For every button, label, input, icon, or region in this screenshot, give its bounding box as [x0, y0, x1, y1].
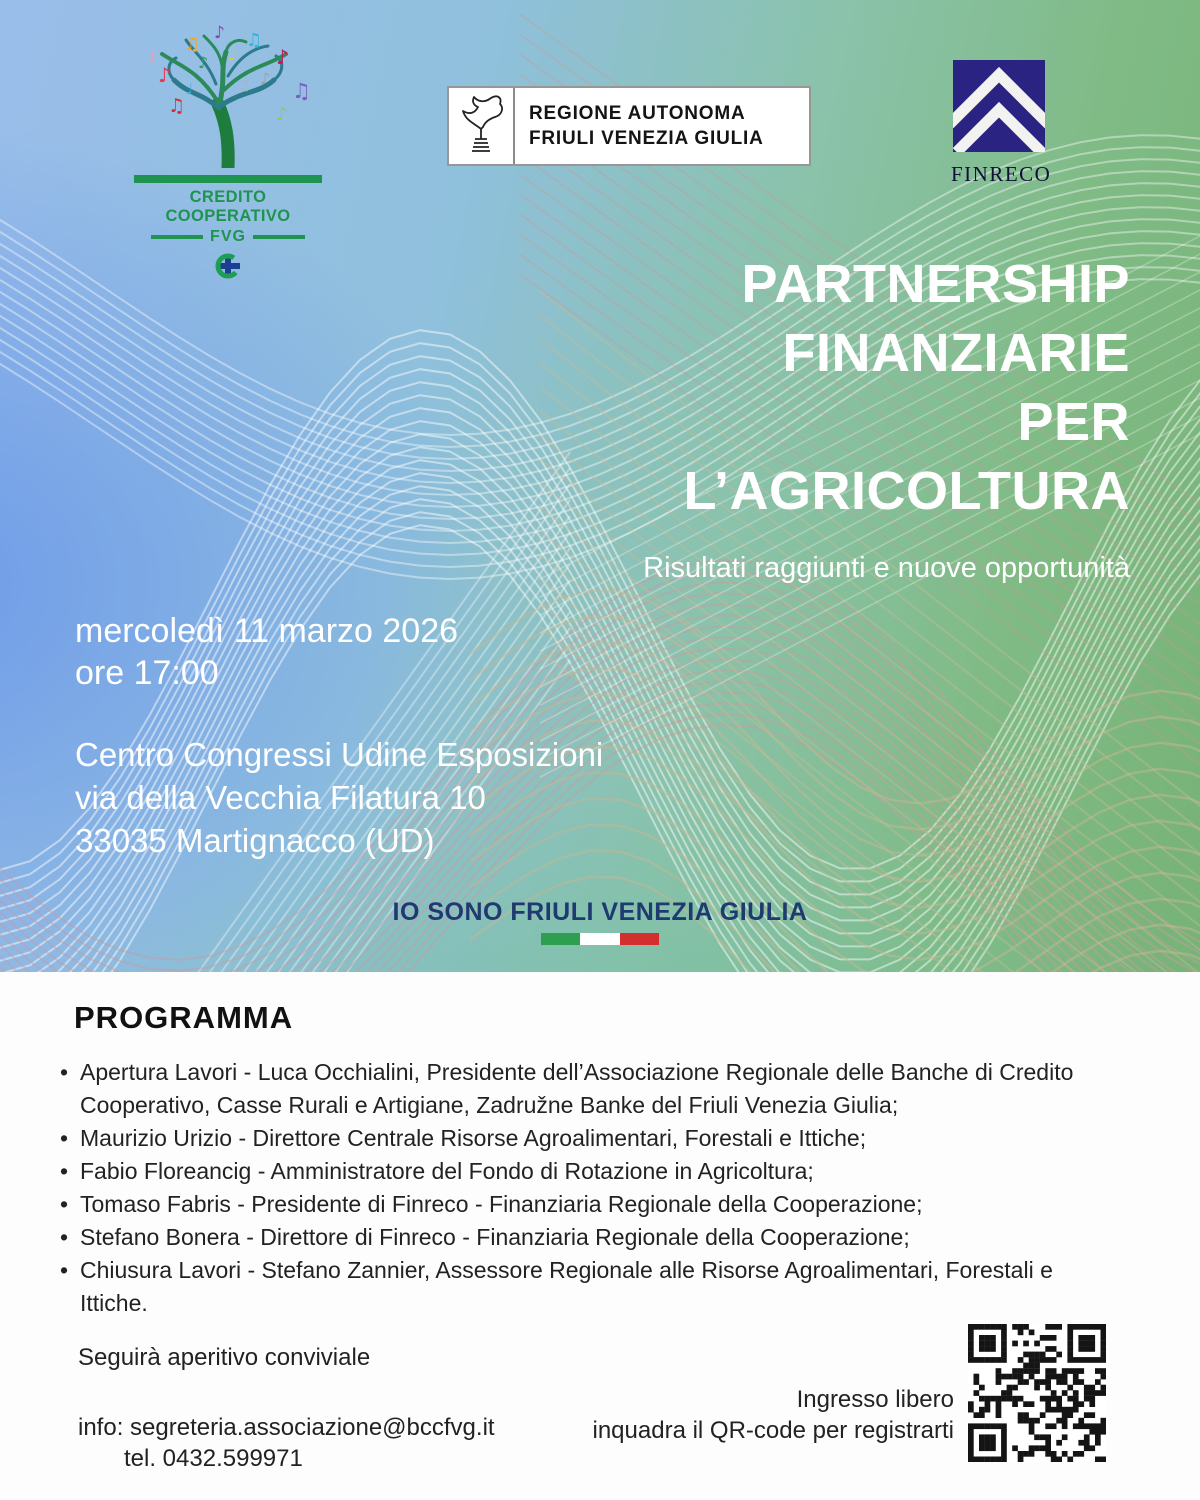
programma-item: • Tomaso Fabris - Presidente di Finreco - Finanziaria Regionale della Cooperazione; — [58, 1188, 1078, 1221]
event-time: ore 17:00 — [75, 654, 219, 692]
event-title — [684, 250, 1130, 526]
title-line-1: PARTNERSHIP — [741, 254, 1130, 314]
svg-text:♩: ♩ — [186, 80, 194, 98]
registration-block — [593, 1324, 1107, 1462]
claim-text: IO SONO FRIULI VENEZIA GIULIA — [392, 898, 808, 926]
finreco-logo — [951, 60, 1052, 187]
event-venue — [75, 733, 603, 862]
svg-text:♩: ♩ — [228, 44, 237, 65]
region-claim — [300, 898, 900, 945]
event-datetime — [75, 610, 458, 694]
flag-red — [620, 933, 659, 945]
svg-text:♪: ♪ — [260, 69, 271, 88]
programma-list — [58, 1056, 1078, 1320]
music-tree-icon — [128, 18, 328, 168]
credito-cooperativo-fvg-logo — [128, 18, 328, 288]
fvg-rule-right — [253, 235, 305, 239]
svg-text:♫: ♫ — [184, 34, 201, 55]
svg-text:♫: ♫ — [292, 79, 311, 103]
title-line-2: FINANZIARIE — [782, 323, 1130, 383]
finreco-label: FINRECO — [951, 162, 1052, 186]
free-entry-text: Ingresso libero — [796, 1386, 954, 1413]
bcc-logo-fvg-text: FVG — [210, 228, 246, 245]
aperitivo-note: Seguirà aperitivo conviviale — [78, 1344, 371, 1371]
flag-green — [541, 933, 580, 945]
programma-item: • Apertura Lavori - Luca Occhialini, Presidente dell’Associazione Regionale delle Banche di Credito Cooperativo, Casse Rurali e Artigiane, Zadružne Banke del Friuli Venezia Giulia; — [58, 1056, 1078, 1122]
svg-text:♪: ♪ — [214, 23, 225, 43]
regione-line1: REGIONE AUTONOMA — [529, 102, 746, 124]
flag-white — [580, 933, 619, 945]
regione-eagle-icon — [449, 88, 515, 164]
venue-line-2: via della Vecchia Filatura 10 — [75, 779, 486, 816]
svg-text:♫: ♫ — [246, 30, 263, 51]
venue-line-3: 33035 Martignacco (UD) — [75, 822, 435, 859]
programma-item: • Fabio Floreancig - Amministratore del Fondo di Rotazione in Agricoltura; — [58, 1155, 1078, 1188]
programma-heading: PROGRAMMA — [74, 1000, 294, 1035]
programma-item: • Maurizio Urizio - Direttore Centrale Risorse Agroalimentari, Forestali e Ittiche; — [58, 1122, 1078, 1155]
svg-text:♫: ♫ — [238, 78, 251, 94]
programma-item: • Stefano Bonera - Direttore di Finreco - Finanziaria Regionale della Cooperazione; — [58, 1221, 1078, 1254]
title-line-4: L’AGRICOLTURA — [683, 461, 1130, 521]
logo-underline-bar — [134, 175, 322, 183]
programma-item: • Chiusura Lavori - Stefano Zannier, Assessore Regionale alle Risorse Agroalimentari, Forestali e Ittiche. — [58, 1254, 1078, 1320]
svg-text:♪: ♪ — [276, 104, 288, 125]
regione-line2: FRIULI VENEZIA GIULIA — [529, 128, 764, 149]
venue-line-1: Centro Congressi Udine Esposizioni — [75, 736, 604, 773]
title-line-3: PER — [1017, 392, 1130, 452]
bcc-emblem-icon — [128, 249, 328, 288]
svg-text:♪: ♪ — [276, 45, 289, 69]
regione-fvg-logo-box — [447, 86, 811, 166]
svg-text:♫: ♫ — [168, 95, 186, 117]
contact-phone: tel. 0432.599971 — [124, 1445, 303, 1472]
svg-text:♪: ♪ — [198, 53, 209, 72]
programma-section — [0, 972, 1200, 1500]
finreco-mark-icon — [953, 60, 1045, 152]
contact-email: info: segreteria.associazione@bccfvg.it — [78, 1414, 495, 1441]
bcc-logo-text: CREDITO COOPERATIVO — [165, 188, 291, 225]
contact-info — [78, 1412, 495, 1474]
qr-code — [968, 1324, 1106, 1462]
italian-flag-icon — [541, 933, 659, 945]
svg-text:♪: ♪ — [158, 63, 171, 87]
qr-instruction-text: inquadra il QR-code per registrarti — [592, 1417, 954, 1444]
svg-text:♪: ♪ — [148, 48, 158, 66]
fvg-rule-left — [151, 235, 203, 239]
event-date: mercoledì 11 marzo 2026 — [75, 612, 459, 650]
event-subtitle: Risultati raggiunti e nuove opportunità — [643, 552, 1130, 584]
